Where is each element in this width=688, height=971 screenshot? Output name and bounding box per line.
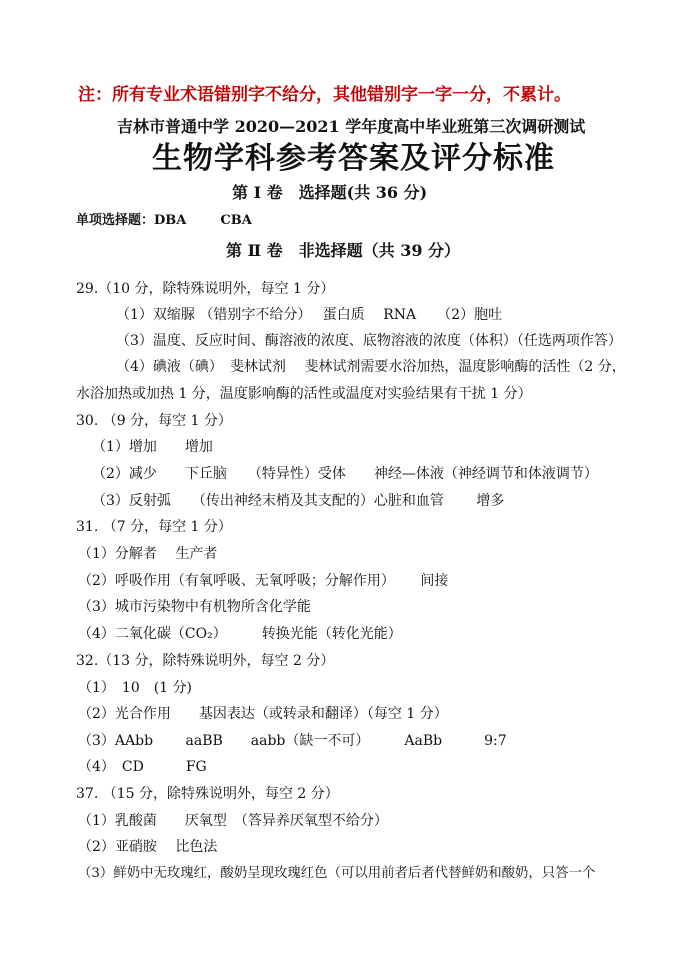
q32-line-4: （4） CD FG	[78, 759, 207, 775]
multiple-choice-answers	[76, 212, 252, 230]
q29-line-2: （3）温度、反应时间、酶溶液的浓度、底物溶液的浓度（体积）（任选两项作答）	[116, 333, 622, 349]
q29-line-4: 水浴加热或加热 1 分，温度影响酶的活性或温度对实验结果有干扰 1 分）	[76, 386, 532, 402]
exam-subtitle: 吉林市普通中学 2020—2021 学年度高中毕业班第三次调研测试	[117, 117, 586, 136]
q32-header: 32.（13 分，除特殊说明外，每空 2 分）	[76, 653, 335, 669]
part1-heading: 第 Ⅰ 卷 选择题(共 36 分)	[232, 183, 428, 202]
q30-header: 30. （9 分，每空 1 分）	[76, 413, 232, 429]
scoring-notice: 注：所有专业术语错别字不给分，其他错别字一字一分，不累计。	[78, 85, 571, 105]
q30-line-1: （1）增加 增加	[92, 439, 213, 455]
q32-line-3: （3）AAbb aaBB aabb（缺一不可） AaBb 9:7	[78, 733, 507, 749]
q29-line-1: （1）双缩脲 （错别字不给分） 蛋白质 RNA （2）胞吐	[116, 307, 503, 323]
q37-line-3: （3）鲜奶中无玫瑰红，酸奶呈现玫瑰红色（可以用前者后者代替鲜奶和酸奶，只答一个	[78, 866, 596, 881]
q29-line-3: （4）碘液（碘） 斐林试剂 斐林试剂需要水浴加热，温度影响酶的活性（2 分，	[116, 359, 626, 375]
q31-line-4: （4）二氧化碳（CO₂） 转换光能（转化光能）	[78, 626, 402, 642]
q31-header: 31. （7 分，每空 1 分）	[76, 519, 232, 535]
q37-header: 37. （15 分，除特殊说明外，每空 2 分）	[76, 786, 339, 802]
mc-answer-1: DBA	[154, 213, 187, 228]
q32-line-1: （1） 10 (1 分)	[78, 680, 193, 696]
q30-line-3: （3）反射弧 （传出神经末梢及其支配的）心脏和血管 增多	[92, 493, 505, 509]
q31-line-3: （3）城市污染物中有机物所含化学能	[78, 599, 311, 615]
document-title: 生物学科参考答案及评分标准	[152, 141, 555, 176]
q31-line-1: （1）分解者 生产者	[78, 546, 218, 562]
q37-line-1: （1）乳酸菌 厌氧型 （答异养厌氧型不给分）	[78, 813, 388, 829]
q29-header: 29.（10 分，除特殊说明外，每空 1 分）	[76, 281, 335, 297]
part2-heading: 第 Ⅱ 卷 非选择题（共 39 分）	[226, 241, 461, 260]
q32-line-2: （2）光合作用 基因表达（或转录和翻译）（每空 1 分）	[78, 706, 448, 722]
multiple-choice-label: 单项选择题：	[76, 213, 155, 228]
q37-line-2: （2）亚硝胺 比色法	[78, 839, 218, 855]
mc-answer-2: CBA	[220, 213, 252, 228]
q31-line-2: （2）呼吸作用（有氧呼吸、无氧呼吸；分解作用） 间接	[78, 573, 449, 589]
q30-line-2: （2）减少 下丘脑 （特异性）受体 神经—体液（神经调节和体液调节）	[92, 466, 598, 482]
